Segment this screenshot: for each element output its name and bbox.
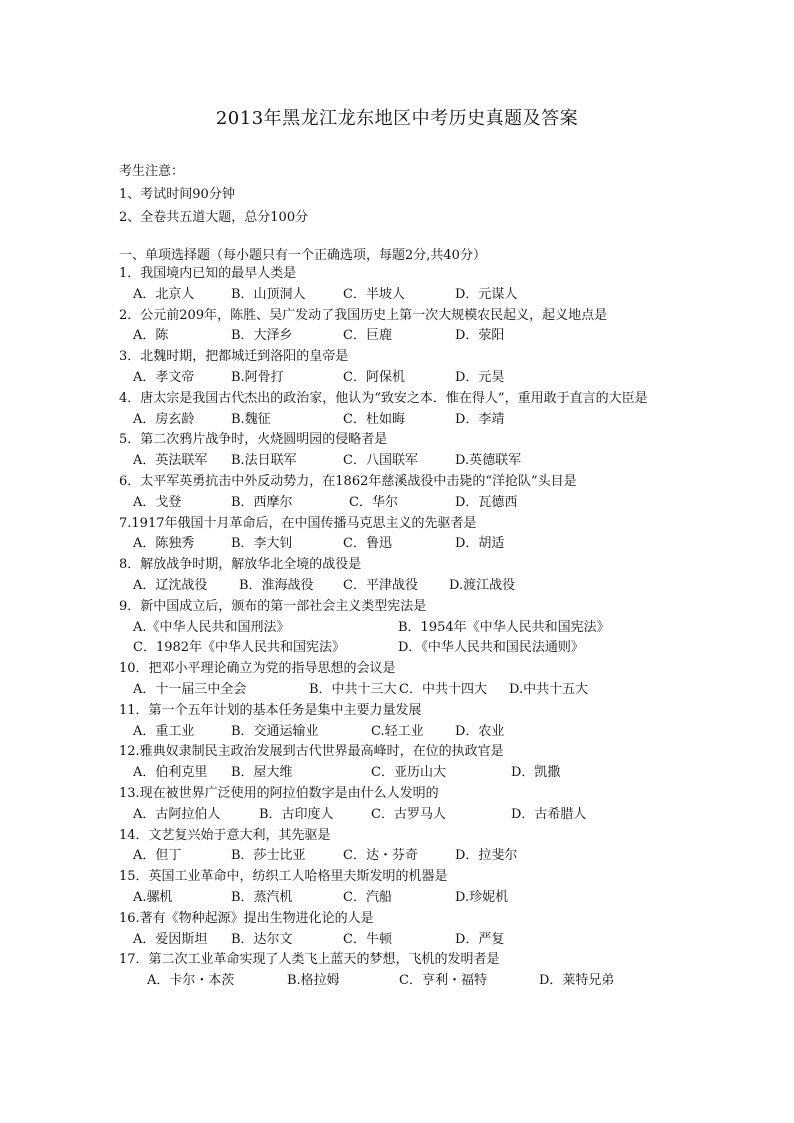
option-row (119, 763, 679, 784)
question-item (119, 742, 679, 784)
option-row (119, 971, 679, 992)
notice-block (119, 160, 308, 229)
question-stem: 10．把邓小平理论确立为党的指导思想的会议是 (119, 661, 396, 677)
question-stem: 15．英国工业革命中，纺织工人哈格里夫斯发明的机器是 (119, 869, 448, 885)
notice-heading: 考生注意： (119, 164, 185, 179)
section-heading: 一、单项选择题（每小题只有一个正确选项，每题2分,共40分） (119, 248, 486, 263)
answer-option: C．鲁迅 (343, 536, 392, 552)
answer-option: D．农业 (455, 723, 505, 739)
question-stem: 8．解放战争时期，解放华北全境的战役是 (119, 557, 362, 573)
question-stem: 11．第一个五年计划的基本任务是集中主要力量发展 (119, 702, 422, 718)
answer-option: A．十一届三中全会 (133, 681, 247, 697)
option-row (119, 368, 679, 389)
answer-option: B.法日联军 (231, 453, 297, 469)
question-stem: 13.现在被世界广泛使用的阿拉伯数字是由什么人发明的 (119, 785, 439, 801)
answer-option: A．英法联军 (133, 453, 208, 469)
answer-option: C.轻工业 (371, 723, 424, 739)
question-stem: 7.1917年俄国十月革命后，在中国传播马克思主义的先驱者是 (119, 515, 477, 531)
question-stem: 4．唐太宗是我国古代杰出的政治家，他认为“致安之本．惟在得人”，重用敢于直言的大臣是 (119, 390, 648, 406)
option-row (119, 534, 679, 555)
question-item (119, 555, 679, 597)
answer-option: D．《中华人民共和国民法通则》 (398, 640, 584, 656)
option-row (119, 680, 679, 701)
answer-option: D.渡江战役 (449, 577, 516, 593)
answer-option: B.格拉姆 (287, 973, 340, 989)
question-stem: 5．第二次鸦片战争时，火烧圆明园的侵略者是 (119, 432, 388, 448)
answer-option: B．古印度人 (259, 806, 334, 822)
answer-option: B．淮海战役 (239, 577, 314, 593)
answer-option: A．重工业 (133, 723, 195, 739)
answer-option: C．半坡人 (343, 286, 405, 302)
option-row (119, 805, 679, 826)
question-stem: 16.著有《物种起源》提出生物进化论的人是 (119, 910, 374, 926)
page-title: 2013年黑龙江龙东地区中考历史真题及答案 (215, 108, 579, 129)
answer-option: B．大泽乡 (231, 328, 293, 344)
answer-option: A．房玄龄 (133, 411, 195, 427)
option-row (119, 888, 679, 909)
option-row (119, 930, 679, 951)
question-item (119, 701, 679, 743)
question-stem: 17．第二次工业革命实现了人类飞上蓝天的梦想，飞机的发明者是 (119, 952, 500, 968)
question-item (119, 826, 679, 868)
option-row (119, 410, 679, 431)
question-item (119, 264, 679, 306)
answer-option: B．蒸汽机 (231, 889, 293, 905)
answer-option: D．凯撒 (511, 765, 561, 781)
question-item (119, 389, 679, 431)
question-item (119, 306, 679, 348)
answer-option: D．瓦德西 (455, 494, 518, 510)
option-row (119, 846, 679, 867)
option-row (119, 285, 679, 306)
answer-option: C．杜如晦 (343, 411, 405, 427)
option-row (119, 451, 679, 472)
option-row (119, 722, 679, 743)
question-item (119, 659, 679, 701)
answer-option: B．达尔文 (231, 931, 293, 947)
answer-option: B．1954年《中华人民共和国宪法》 (398, 619, 610, 635)
answer-option: C．亚历山大 (371, 765, 446, 781)
option-row (119, 326, 679, 347)
answer-option: C．八国联军 (343, 453, 418, 469)
question-item (119, 950, 679, 992)
answer-option: D．拉斐尔 (455, 848, 518, 864)
question-list (119, 264, 679, 992)
answer-option: C．巨鹿 (343, 328, 392, 344)
answer-option: A．但丁 (133, 848, 182, 864)
question-item (119, 867, 679, 909)
answer-option: D．胡适 (455, 536, 505, 552)
answer-option: B.魏征 (231, 411, 271, 427)
answer-option: B．莎士比亚 (231, 848, 306, 864)
answer-option: D．荥阳 (455, 328, 505, 344)
answer-option: B．李大钊 (231, 536, 293, 552)
answer-option: B．西摩尔 (231, 494, 293, 510)
answer-option: D．莱特兄弟 (539, 973, 615, 989)
answer-option: B．交通运输业 (231, 723, 319, 739)
question-stem: 9．新中国成立后，颁布的第一部社会主义类型宪法是 (119, 598, 427, 614)
option-row (119, 618, 679, 639)
answer-option: C．中共十四大 (399, 681, 487, 697)
answer-option: A.《中华人民共和国刑法》 (133, 619, 290, 635)
answer-option: B．山顶洞人 (231, 286, 306, 302)
answer-option: D．李靖 (455, 411, 505, 427)
answer-option: A．陈独秀 (133, 536, 195, 552)
answer-option: C．达・芬奇 (343, 848, 418, 864)
option-row (119, 638, 679, 659)
answer-option: A．戈登 (133, 494, 182, 510)
answer-option: B．屋大维 (231, 765, 293, 781)
answer-option: A．爱因斯坦 (133, 931, 208, 947)
answer-option: A．陈 (133, 328, 169, 344)
answer-option: B．中共十三大 (309, 681, 397, 697)
question-item (119, 430, 679, 472)
answer-option: A．伯利克里 (133, 765, 208, 781)
answer-option: C．牛顿 (343, 931, 392, 947)
answer-option: C．汽船 (343, 889, 392, 905)
answer-option: A．辽沈战役 (133, 577, 208, 593)
answer-option: D．严复 (455, 931, 505, 947)
answer-option: D.珍妮机 (455, 889, 509, 905)
answer-option: D．古希腊人 (511, 806, 587, 822)
question-item (119, 784, 679, 826)
question-stem: 6．太平军英勇抗击中外反动势力，在1862年慈溪战役中击毙的“洋抢队”头目是 (119, 473, 577, 489)
question-item (119, 347, 679, 389)
option-row (119, 493, 679, 514)
answer-option: A．古阿拉伯人 (133, 806, 221, 822)
answer-option: D．元谋人 (455, 286, 518, 302)
answer-option: B.阿骨打 (231, 369, 284, 385)
notice-item: 1、考试时间90分钟 (119, 187, 235, 202)
answer-option: A．孝文帝 (133, 369, 195, 385)
question-item (119, 514, 679, 556)
question-item (119, 472, 679, 514)
answer-option: C．华尔 (349, 494, 398, 510)
question-stem: 3．北魏时期，把都城迁到洛阳的皇帝是 (119, 349, 349, 365)
answer-option: D.中共十五大 (509, 681, 589, 697)
notice-item: 2、全卷共五道大题，总分100分 (119, 210, 309, 225)
answer-option: C．阿保机 (343, 369, 405, 385)
answer-option: C．平津战役 (343, 577, 418, 593)
answer-option: A．卡尔・本茨 (147, 973, 235, 989)
answer-option: C．1982年《中华人民共和国宪法》 (133, 640, 346, 656)
answer-option: A.骡机 (133, 889, 173, 905)
question-stem: 1．我国境内已知的最早人类是 (119, 266, 297, 281)
option-row (119, 576, 679, 597)
answer-option: C．古罗马人 (371, 806, 446, 822)
question-item (119, 909, 679, 951)
question-stem: 2．公元前209年，陈胜、吴广发动了我国历史上第一次大规模农民起义，起义地点是 (119, 307, 608, 323)
question-stem: 14．文艺复兴始于意大利，其先驱是 (119, 827, 331, 843)
answer-option: C．亨利・福特 (399, 973, 487, 989)
answer-option: A．北京人 (133, 286, 195, 302)
question-item (119, 597, 679, 659)
question-stem: 12.雅典奴隶制民主政治发展到古代世界最高峰时，在位的执政官是 (119, 744, 504, 760)
answer-option: D．元昊 (455, 369, 505, 385)
answer-option: D.英德联军 (455, 453, 522, 469)
